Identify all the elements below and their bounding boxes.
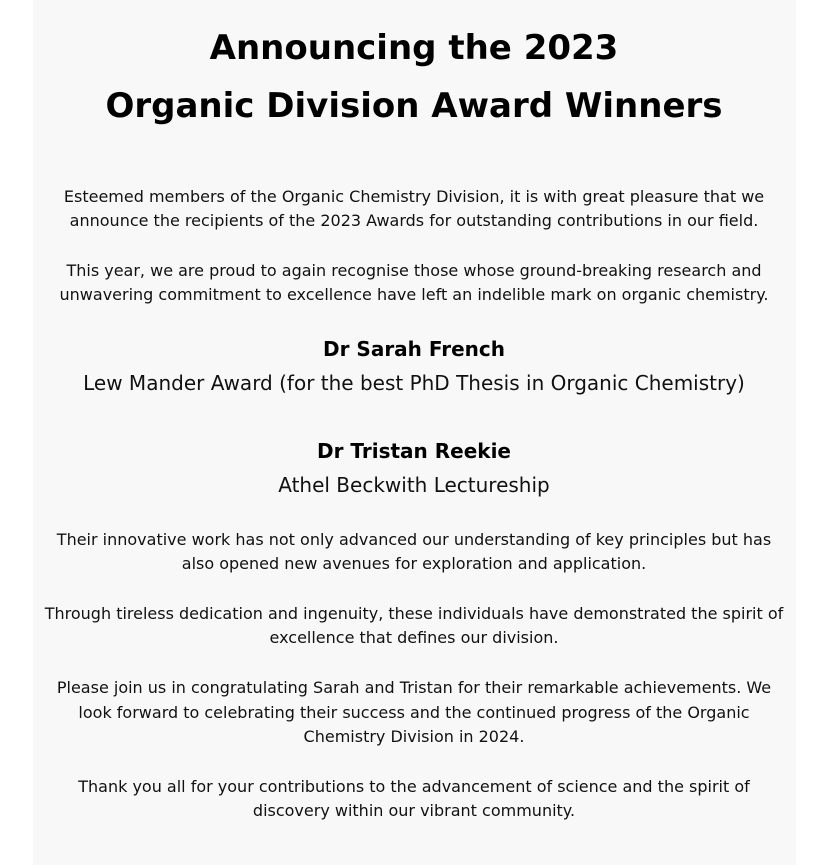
intro-paragraph-1-line-1: Esteemed members of the Organic Chemistry Division, it is with great pleasure that we (63, 187, 765, 206)
closing-paragraph-line-2: discovery within our vibrant community. (252, 801, 576, 820)
winner-1-name: Dr Sarah French (322, 337, 506, 361)
body-paragraph-3-line-2: look forward to celebrating their success and the continued progress of the Organic (78, 703, 750, 722)
closing-paragraph-line-1: Thank you all for your contributions to the advancement of science and the spirit of (78, 777, 750, 796)
body-paragraph-2-line-2: excellence that defines our division. (269, 628, 559, 647)
body-paragraph-3-line-3: Chemistry Division in 2024. (303, 727, 525, 746)
winner-2-name: Dr Tristan Reekie (316, 439, 511, 463)
body-paragraph-2-line-1: Through tireless dedication and ingenuity, these individuals have demonstrated the spirit of (44, 604, 784, 623)
body-paragraph-1-line-1: Their innovative work has not only advanced our understanding of key principles but has (56, 530, 772, 549)
title-line-2: Organic Division Award Winners (105, 86, 723, 126)
winner-2-award: Athel Beckwith Lectureship (278, 473, 550, 497)
winner-1-award: Lew Mander Award (for the best PhD Thesis in Organic Chemistry) (83, 371, 745, 395)
body-paragraph-3-line-1: Please join us in congratulating Sarah and Tristan for their remarkable achievements. We (56, 678, 772, 697)
title-line-1: Announcing the 2023 (209, 28, 619, 68)
body-paragraph-1-line-2: also opened new avenues for exploration and application. (181, 554, 647, 573)
intro-paragraph-1-line-2: announce the recipients of the 2023 Awards for outstanding contributions in our field. (69, 211, 759, 230)
intro-paragraph-2-line-1: This year, we are proud to again recognise those whose ground-breaking research and (66, 261, 762, 280)
intro-paragraph-2-line-2: unwavering commitment to excellence have left an indelible mark on organic chemistry. (59, 285, 769, 304)
